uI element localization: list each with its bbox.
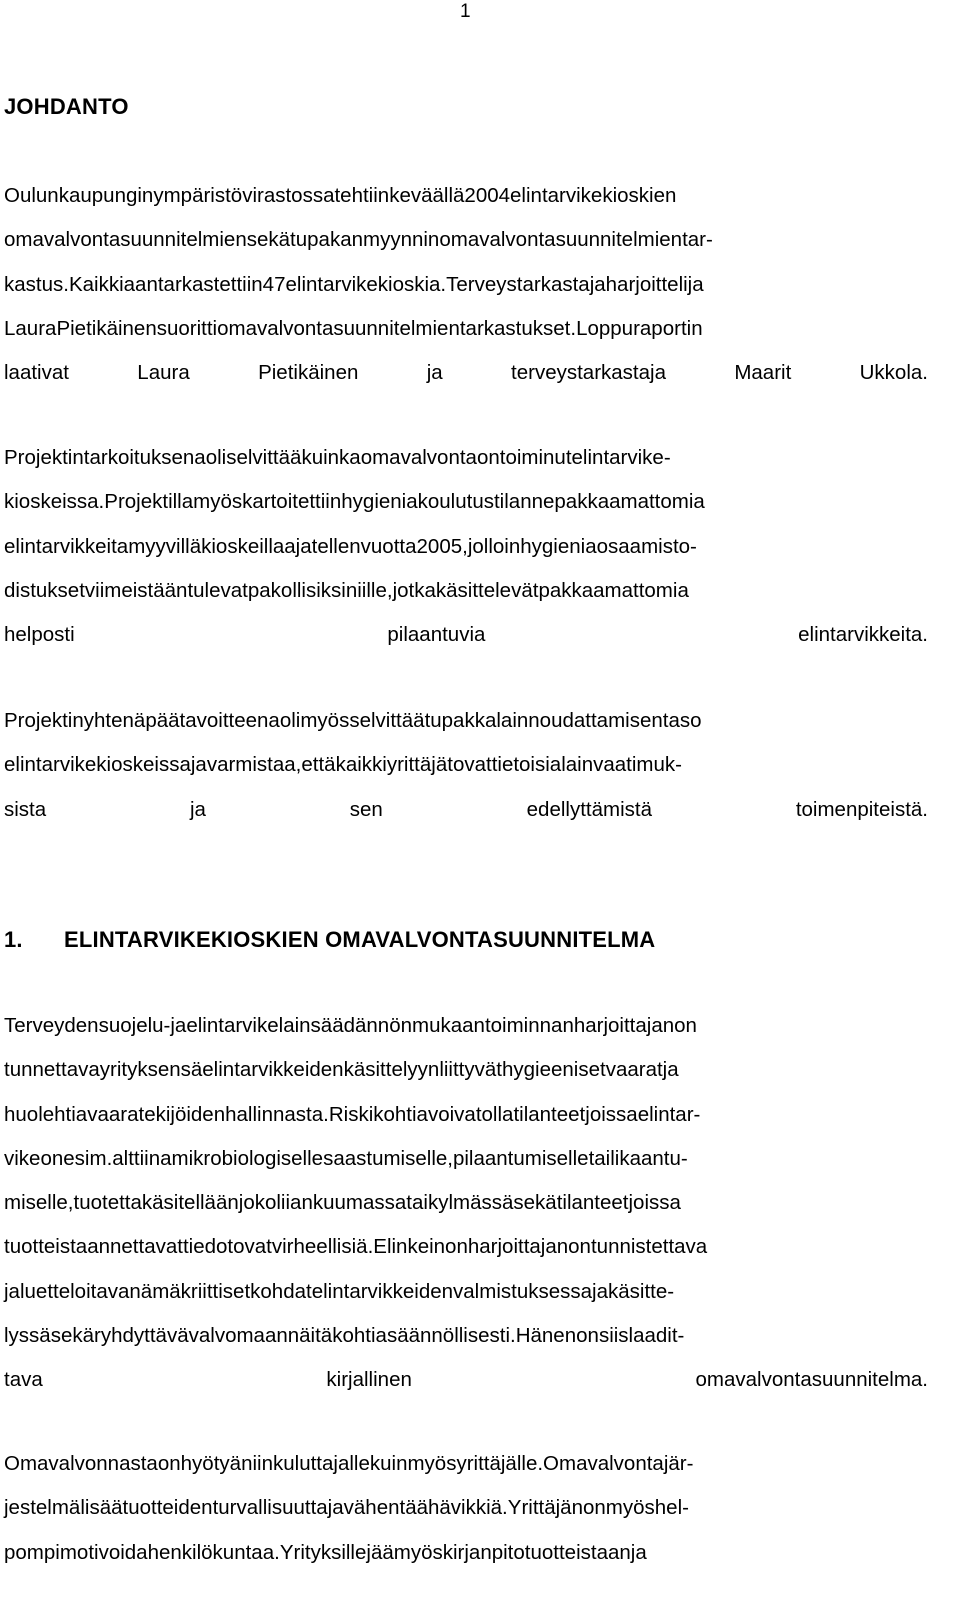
text-line: laativat Laura Pietikäinen ja terveystarkastaja Maarit Ukkola. (4, 361, 928, 385)
text-line: Terveydensuojelu-jaelintarvikelainsäädännönmukaantoiminnanharjoittajanon (4, 1014, 697, 1037)
text-line: miselle,tuotettakäsitelläänjokoliiankuumassataikylmässäsekätilanteetjoissa (4, 1191, 681, 1215)
text-line: Projektintarkoituksenaoliselvittääkuinkaomavalvontaontoiminutelintarvike- (4, 446, 671, 469)
text-line: Oulunkaupunginympäristövirastossatehtiinkeväällä2004elintarvikekioskien (4, 184, 677, 207)
text-line: sista ja sen edellyttämistä toimenpiteistä. (4, 797, 928, 821)
section-number: 1. (4, 927, 23, 952)
paragraph-section-1 (4, 1004, 928, 1403)
text-line: vikeonesim.alttiinamikrobiologisellesaastumiselle,pilaantumiselletailikaantu- (4, 1146, 688, 1170)
text-line: Projektinyhtenäpäätavoitteenaolimyösselvittäätupakkalainnoudattamisentaso (4, 709, 702, 732)
text-line: omavalvontasuunnitelmiensekätupakanmyynninomavalvontasuunnitelmientar- (4, 228, 713, 252)
text-line: huolehtiavaaratekijöidenhallinnasta.Riskikohtiavoivatollatilanteetjoissaelintar- (4, 1102, 701, 1126)
text-line: kastus.Kaikkiaantarkastettiin47elintarvikekioskia.Terveystarkastajaharjoittelija (4, 272, 704, 296)
text-line: Omavalvonnastaonhyötyäniinkuluttajallekuinmyösyrittäjälle.Omavalvontajär- (4, 1452, 694, 1475)
section-title: ELINTARVIKEKIOSKIEN OMAVALVONTASUUNNITELMA (64, 927, 656, 952)
text-line: tunnettavayrityksensäelintarvikkeidenkäsittelyynliittyväthygieenisetvaaratja (4, 1058, 679, 1082)
paragraph-section-2 (4, 1442, 928, 1575)
text-line: tava kirjallinen omavalvontasuunnitelma. (4, 1368, 928, 1392)
text-line: elintarvikekioskeissajavarmistaa,ettäkaikkiyrittäjätovattietoisialainvaatimuk- (4, 753, 682, 777)
text-line: kioskeissa.Projektillamyöskartoitettiinhygieniakoulutustilannepakkaamattomia (4, 490, 705, 514)
intro-heading: JOHDANTO (4, 94, 129, 119)
text-line: LauraPietikäinensuorittiomavalvontasuunnitelmientarkastukset.Loppuraportin (4, 316, 703, 340)
text-line: jestelmälisäätuotteidenturvallisuuttajavähentäähävikkiä.Yrittäjänonmyöshel- (4, 1496, 689, 1520)
text-line: elintarvikkeitamyyvilläkioskeillaajatellenvuotta2005,jolloinhygieniaosaamisto- (4, 534, 697, 558)
paragraph-intro-1 (4, 174, 928, 395)
text-line: distuksetviimeistääntulevatpakollisiksiniille,jotkakäsittelevätpakkaamattomia (4, 578, 689, 602)
text-line: tuotteistaannettavattiedotovatvirheellisiä.Elinkeinonharjoittajanontunnistettava (4, 1235, 708, 1259)
page-number: 1 (460, 1, 471, 22)
text-line: pompimotivoidahenkilökuntaa.Yrityksillejäämyöskirjanpitotuotteistaanja (4, 1540, 647, 1564)
text-line: lyssäsekäryhdyttävävalvomaannäitäkohtiasäännöllisesti.Hänenonsiislaadit- (4, 1324, 685, 1348)
text-line: jaluetteloitavanämäkriittisetkohdatelintarvikkeidenvalmistuksessajakäsitte- (4, 1279, 675, 1303)
paragraph-intro-2 (4, 436, 928, 657)
section-heading (4, 926, 655, 954)
text-line: helposti pilaantuvia elintarvikkeita. (4, 623, 928, 647)
paragraph-intro-3 (4, 699, 928, 832)
